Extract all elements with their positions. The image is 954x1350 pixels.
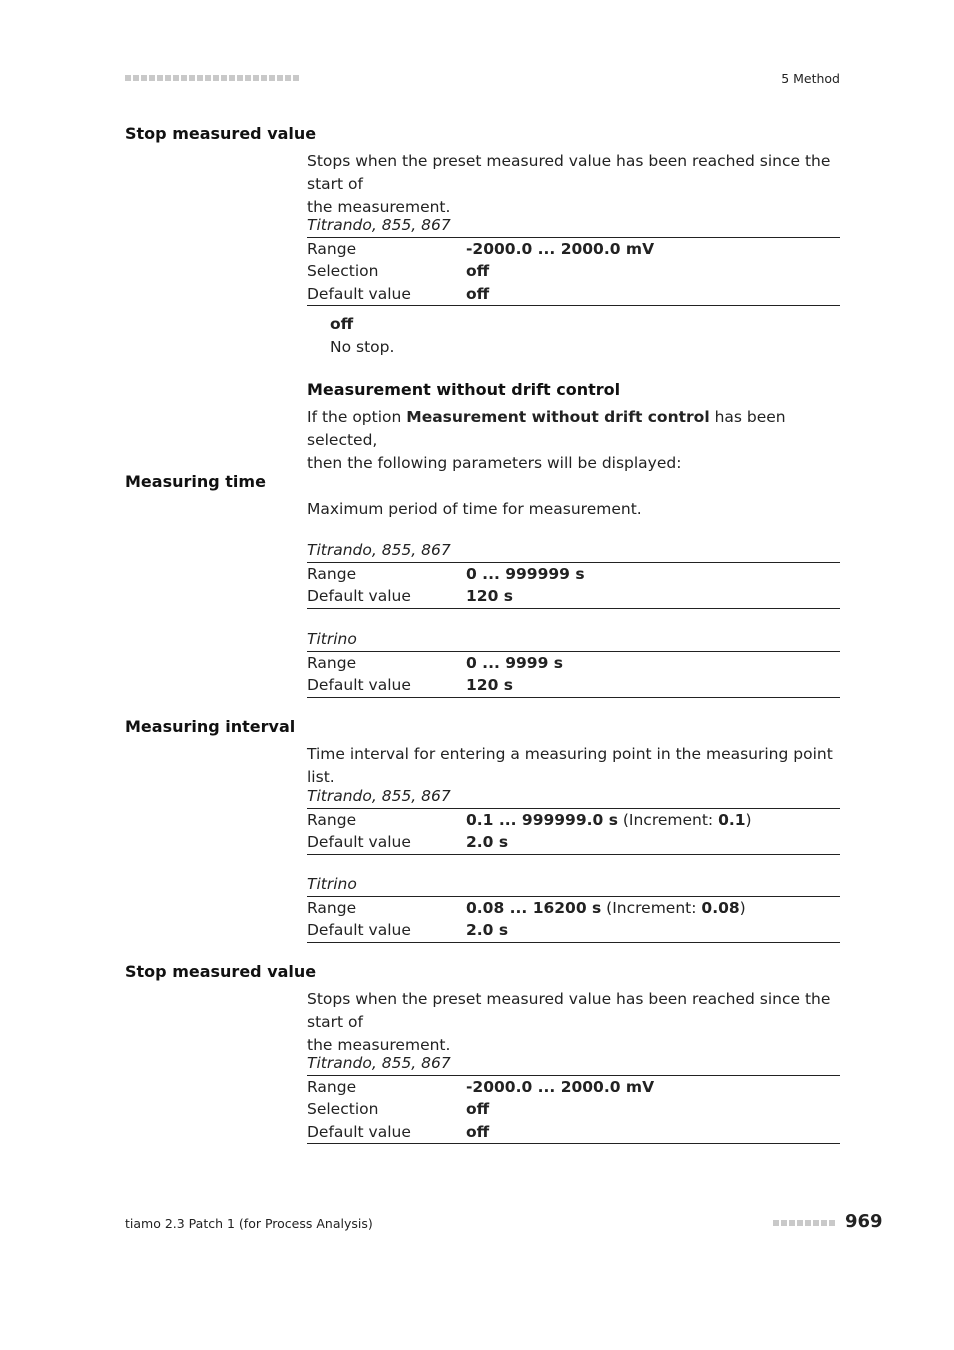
table-row [307, 1098, 840, 1120]
subsection-title: Measurement without drift control [307, 380, 621, 399]
default-value: 120 s [466, 587, 513, 606]
parameter-table [307, 872, 840, 943]
section-title-stop-measured-value: Stop measured value [125, 124, 317, 143]
default-value: 2.0 s [466, 921, 509, 940]
row-label: Default value [307, 284, 411, 303]
option-reference: Measurement without drift control [406, 408, 710, 426]
table-bottom-rule [307, 854, 840, 855]
section-description: Time interval for entering a measuring point in the measuring point list. [307, 745, 833, 786]
table-caption: Titrando, 855, 867 [307, 1051, 840, 1076]
increment-value: 0.08 [701, 899, 740, 917]
description-line: the measurement. [307, 1036, 451, 1054]
row-value [466, 563, 585, 585]
row-label: Default value [307, 676, 411, 695]
text-part: If the option [307, 408, 407, 426]
row-label: Range [307, 240, 357, 258]
parameter-table [307, 538, 840, 609]
range-value: -2000.0 ... 2000.0 mV [466, 1078, 655, 1096]
row-label: Default value [307, 921, 411, 940]
parameter-table [307, 627, 840, 698]
default-value: off [466, 284, 490, 303]
table-bottom-rule [307, 608, 840, 609]
increment-label: (Increment: [617, 811, 719, 829]
description-line: Stops when the preset measured value has been reached since the start of [307, 990, 831, 1031]
section-title-measuring-time: Measuring time [125, 472, 266, 491]
selection-value: off [466, 1100, 490, 1119]
table-row [307, 585, 840, 607]
row-label: Default value [307, 1122, 411, 1141]
row-label: Range [307, 1078, 357, 1096]
row-label: Range [307, 565, 357, 583]
range-value: 0 ... 999999 s [466, 565, 585, 583]
table-bottom-rule [307, 942, 840, 943]
increment-close: ) [745, 811, 752, 829]
footer-decoration [773, 1220, 835, 1226]
table-bottom-rule [307, 305, 840, 306]
row-value [466, 283, 489, 305]
parameter-table [307, 784, 840, 855]
range-value: -2000.0 ... 2000.0 mV [466, 240, 655, 258]
subsection-description [307, 406, 847, 475]
range-value: 0.08 ... 16200 s [466, 899, 602, 917]
table-row [307, 831, 840, 853]
range-value: 0.1 ... 999999.0 s [466, 811, 618, 829]
table-row [307, 260, 840, 282]
parameter-table [307, 213, 840, 306]
row-value [466, 1121, 489, 1143]
table-caption: Titrando, 855, 867 [307, 784, 840, 809]
section-description [307, 150, 847, 219]
footer-product-name: tiamo 2.3 Patch 1 (for Process Analysis) [125, 1216, 373, 1231]
option-name: off [330, 315, 354, 333]
row-value [466, 260, 489, 282]
table-row [307, 809, 840, 831]
table-bottom-rule [307, 1143, 840, 1144]
table-caption: Titrando, 855, 867 [307, 538, 840, 563]
text-part: has been selected, [307, 408, 786, 449]
row-label: Range [307, 811, 357, 829]
option-description: No stop. [330, 338, 395, 356]
section-description: Maximum period of time for measurement. [307, 500, 642, 518]
table-row [307, 919, 840, 941]
row-value [466, 831, 508, 853]
increment-close: ) [739, 899, 746, 917]
table-caption: Titrino [307, 627, 840, 652]
section-title-measuring-interval: Measuring interval [125, 717, 296, 736]
table-bottom-rule [307, 697, 840, 698]
description-line: then the following parameters will be displayed: [307, 454, 682, 472]
header-decoration [125, 75, 299, 81]
increment-value: 0.1 [718, 811, 746, 829]
row-value [466, 1076, 654, 1098]
range-value: 0 ... 9999 s [466, 654, 564, 672]
page-number: 969 [845, 1211, 883, 1232]
selection-value: off [466, 262, 490, 281]
table-row [307, 897, 840, 919]
row-label: Selection [307, 262, 379, 281]
row-value [466, 674, 513, 696]
increment-label: (Increment: [601, 899, 702, 917]
table-row [307, 1076, 840, 1098]
table-caption: Titrando, 855, 867 [307, 213, 840, 238]
table-row [307, 652, 840, 674]
chapter-title: 5 Method [781, 71, 840, 86]
table-row [307, 238, 840, 260]
row-value [466, 652, 563, 674]
row-label: Default value [307, 833, 411, 852]
row-label: Range [307, 654, 357, 672]
table-row [307, 674, 840, 696]
section-title-stop-measured-value: Stop measured value [125, 962, 317, 981]
description-line [307, 406, 847, 452]
description-line: the measurement. [307, 198, 451, 216]
table-row [307, 563, 840, 585]
description-line: Stops when the preset measured value has been reached since the start of [307, 152, 831, 193]
row-value [466, 585, 513, 607]
row-value [466, 238, 654, 260]
parameter-table [307, 1051, 840, 1144]
row-label: Range [307, 899, 357, 917]
default-value: 120 s [466, 676, 513, 695]
table-caption: Titrino [307, 872, 840, 897]
table-row [307, 1121, 840, 1143]
row-value [466, 897, 746, 919]
row-label: Selection [307, 1100, 379, 1119]
row-value [466, 1098, 489, 1120]
default-value: 2.0 s [466, 833, 509, 852]
row-value [466, 919, 508, 941]
section-description [307, 988, 847, 1057]
row-label: Default value [307, 587, 411, 606]
row-value [466, 809, 752, 831]
table-row [307, 283, 840, 305]
default-value: off [466, 1122, 490, 1141]
